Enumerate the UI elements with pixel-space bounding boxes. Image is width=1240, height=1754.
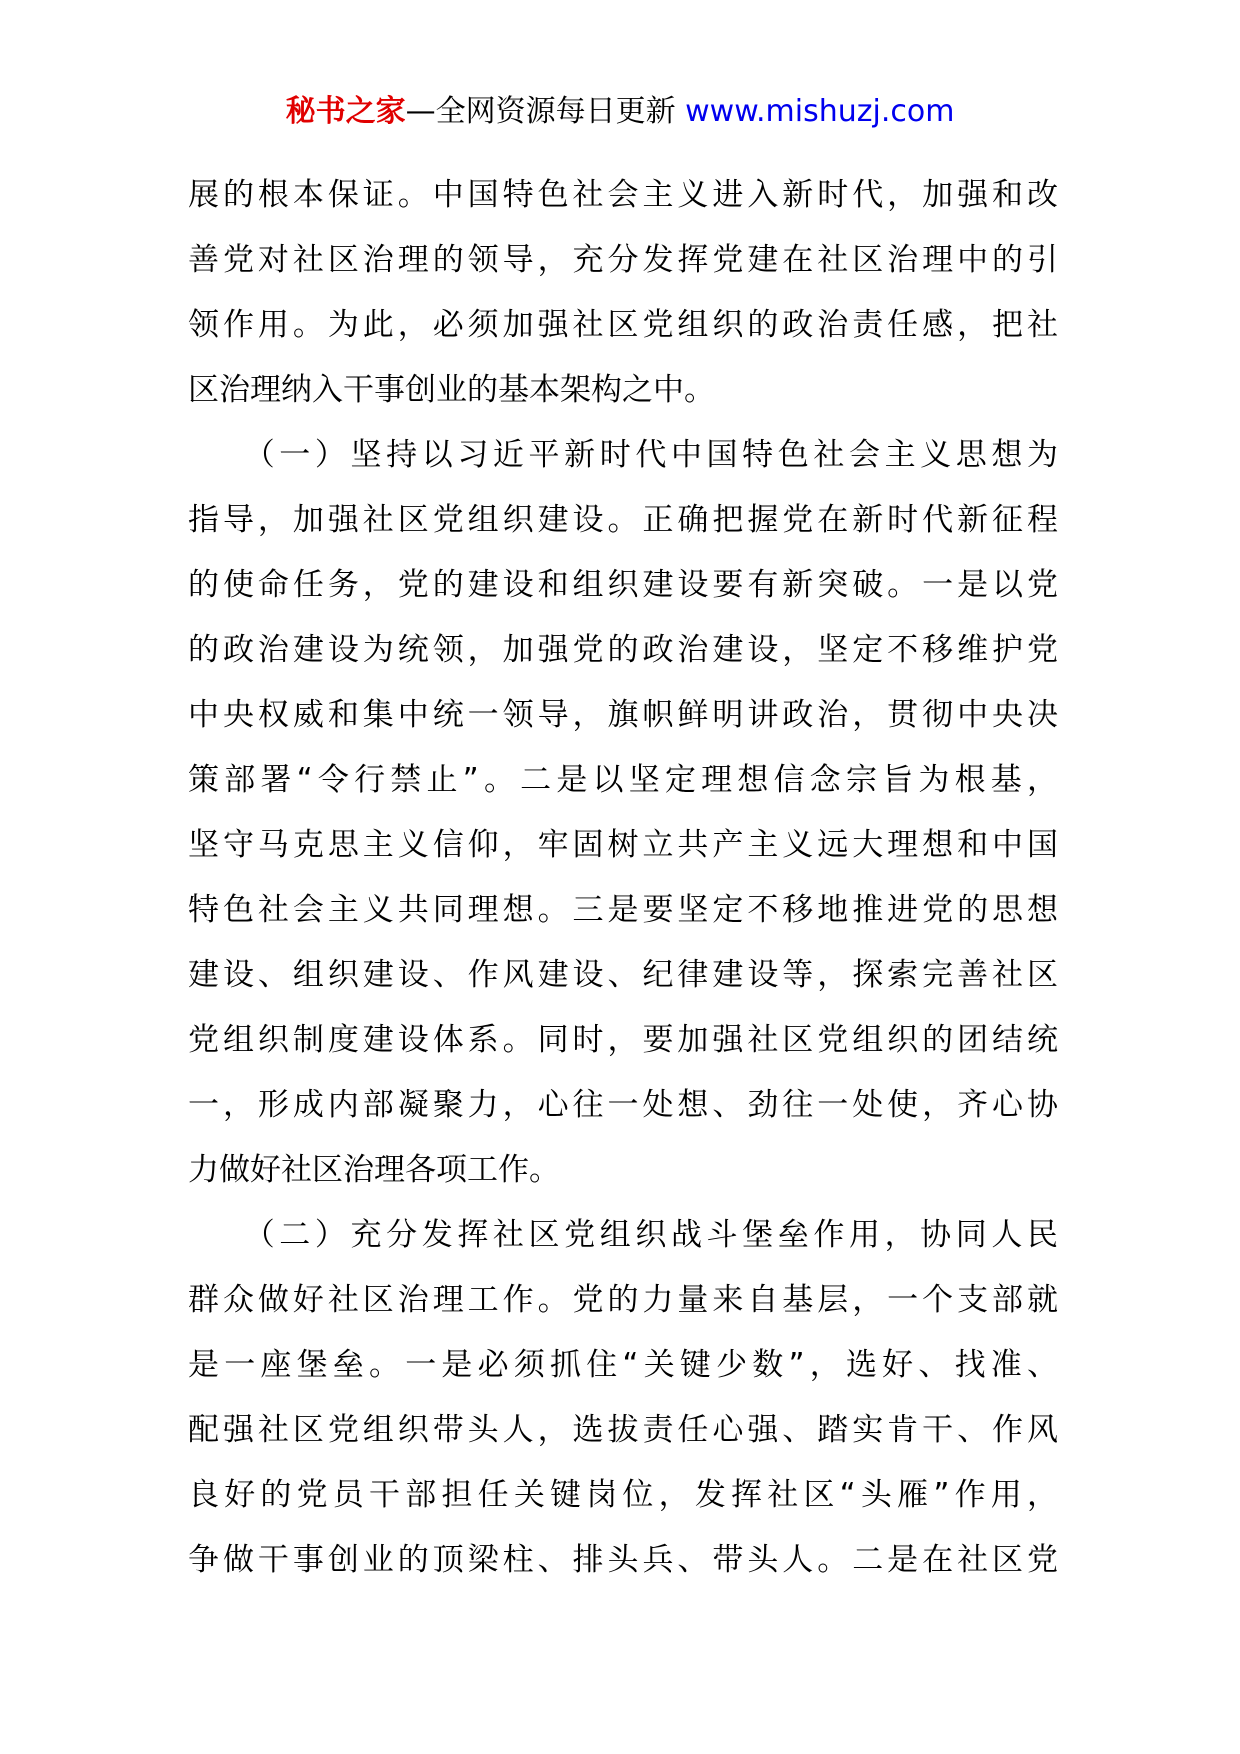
site-tagline: —全网资源每日更新 xyxy=(405,94,686,129)
text-line: 是一座堡垒。一是必须抓住“关键少数”，选好、找准、 xyxy=(188,1347,1058,1383)
text-line: 配强社区党组织带头人，选拔责任心强、踏实肯干、作风 xyxy=(188,1412,1058,1448)
text-line: 力做好社区治理各项工作。 xyxy=(188,1152,560,1188)
document-body xyxy=(188,163,1058,1593)
text-line: 坚守马克思主义信仰，牢固树立共产主义远大理想和中国 xyxy=(188,827,1058,863)
text-line: 建设、组织建设、作风建设、纪律建设等，探索完善社区 xyxy=(188,957,1058,993)
text-line: 党组织制度建设体系。同时，要加强社区党组织的团结统 xyxy=(188,1022,1058,1058)
site-brand: 秘书之家 xyxy=(285,94,406,129)
text-line: 领作用。为此，必须加强社区党组织的政治责任感，把社 xyxy=(188,307,1058,343)
site-header xyxy=(0,92,1240,132)
text-line: 的使命任务，党的建设和组织建设要有新突破。一是以党 xyxy=(188,567,1058,603)
text-line: 群众做好社区治理工作。党的力量来自基层，一个支部就 xyxy=(188,1282,1058,1318)
text-line: 中央权威和集中统一领导，旗帜鲜明讲政治，贯彻中央决 xyxy=(188,697,1058,733)
text-line: 良好的党员干部担任关键岗位，发挥社区“头雁”作用， xyxy=(188,1477,1058,1513)
text-line: 展的根本保证。中国特色社会主义进入新时代，加强和改 xyxy=(188,177,1058,213)
text-line: 特色社会主义共同理想。三是要坚定不移地推进党的思想 xyxy=(188,892,1058,928)
text-line: （一）坚持以习近平新时代中国特色社会主义思想为 xyxy=(188,437,1058,473)
text-line: 策部署“令行禁止”。二是以坚定理想信念宗旨为根基， xyxy=(188,762,1058,798)
text-line: （二）充分发挥社区党组织战斗堡垒作用，协同人民 xyxy=(188,1217,1058,1253)
text-line: 善党对社区治理的领导，充分发挥党建在社区治理中的引 xyxy=(188,242,1058,278)
text-line: 一，形成内部凝聚力，心往一处想、劲往一处使，齐心协 xyxy=(188,1087,1058,1123)
text-line: 指导，加强社区党组织建设。正确把握党在新时代新征程 xyxy=(188,502,1058,538)
text-line: 区治理纳入干事创业的基本架构之中。 xyxy=(188,372,715,408)
site-url-link[interactable]: www.mishuzj.com xyxy=(685,94,955,129)
text-line: 争做干事创业的顶梁柱、排头兵、带头人。二是在社区党 xyxy=(188,1542,1058,1578)
text-line: 的政治建设为统领，加强党的政治建设，坚定不移维护党 xyxy=(188,632,1058,668)
